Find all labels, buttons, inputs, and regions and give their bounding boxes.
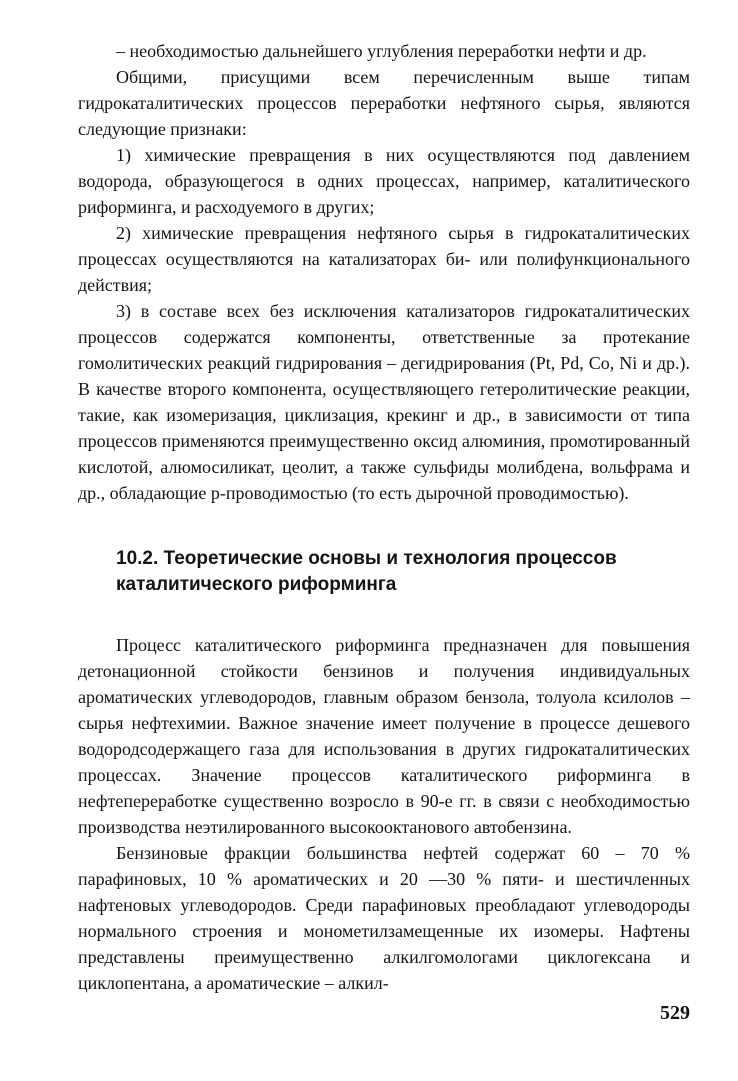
feature-item-2: 2) химические превращения нефтяного сырья в гидрокаталитических процессах осуществляются на катализаторах би- или полифункционального действия; — [78, 223, 690, 295]
section-heading: 10.2. Теоретические основы и технология процессов каталитического риформинга — [116, 548, 617, 595]
page-body — [78, 38, 690, 996]
section-paragraph-1: Процесс каталитического риформинга предназначен для повышения детонационной стойкости бензинов и получения индивидуальных ароматических углеводородов, главным образом бензола, толуола ксилолов – сырья нефтехимии. Важное значение имеет получение в процессе дешевого водородсодержащего газа для использования в других гидрокаталитических процессах. Значение процессов каталитического риформинга в нефтепереработке существенно возросло в 90-е гг. в связи с необходимостью производства неэтилированного высокооктанового автобензина. — [78, 635, 690, 837]
section-paragraph-2: Бензиновые фракции большинства нефтей содержат 60 – 70 % парафиновых, 10 % ароматических и 20 —30 % пяти- и шестичленных нафтеновых углеводородов. Среди парафиновых преобладают углеводороды нормального строения и монометилзамещенные их изомеры. Нафтены представлены преимущественно алкилгомологами циклогексана и циклопентана, а ароматические – алкил- — [78, 843, 690, 993]
feature-item-1: 1) химические превращения в них осуществляются под давлением водорода, образующегося в одних процессах, например, каталитического риформинга, и расходуемого в других; — [78, 145, 690, 217]
page-number: 529 — [660, 1002, 690, 1024]
feature-item-3: 3) в составе всех без исключения катализаторов гидрокаталитических процессов содержатся компоненты, ответственные за протекание гомолитических реакций гидрирования – дегидрирования (Pt, Pd, Co, Ni и др.). В качестве второго компонента, осуществляющего гетеролитические реакции, такие, как изомеризация, циклизация, крекинг и др., в зависимости от типа процессов применяются преимущественно оксид алюминия, промотированный кислотой, алюмосиликат, цеолит, а также сульфиды молибдена, вольфрама и др., обладающие p-проводимостью (то есть дырочной проводимостью). — [78, 301, 690, 503]
common-features-paragraph: Общими, присущими всем перечисленным выше типам гидрокаталитических процессов переработки нефтяного сырья, являются следующие признаки: — [78, 67, 690, 139]
intro-line: – необходимостью дальнейшего углубления переработки нефти и др. — [116, 41, 647, 61]
